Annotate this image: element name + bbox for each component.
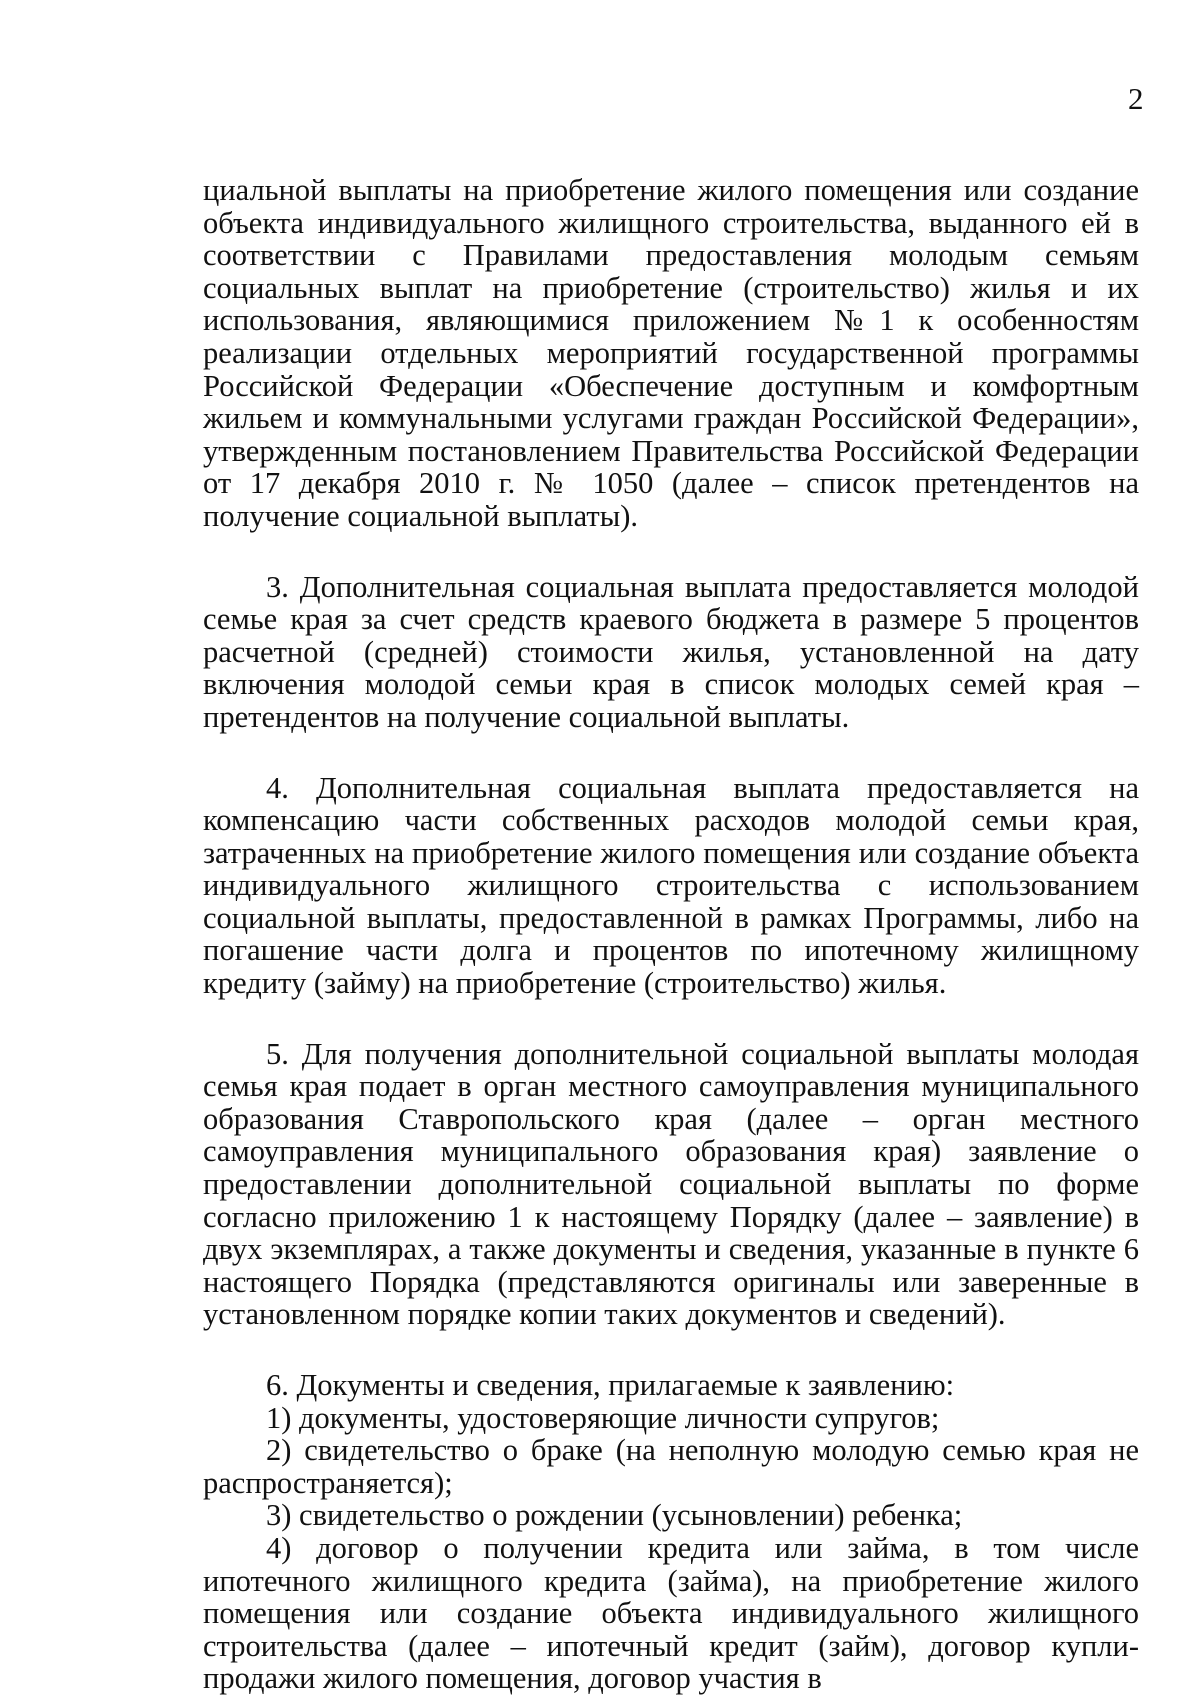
paragraph-continuation: циальной выплаты на приобретение жилого помещения или создание объекта индивидуального жилищного строительства, выданного ей в соответствии с Правилами предоставления молодым семьям социальных выплат на приобретение (строительство) жилья и их использования, являющимися приложением №1 к особенностям реализации отдельных мероприятий государственной программы Российской Федерации «Обеспечение доступным и комфортным жильем и коммунальными услугами граждан Российской Федерации», утвержденным постановлением Правительства Российской Федерации от 17 декабря 2010 г. № 1050 (далее – список претендентов на получение социальной выплаты). — [203, 173, 1139, 533]
paragraph-item-5: 5. Для получения дополнительной социальной выплаты молодая семья края подает в орган местного самоуправления муниципального образования Ставропольского края (далее – орган местного самоуправления муниципального образования края) заявление о предоставлении дополнительной социальной выплаты по форме согласно приложению 1 к настоящему Порядку (далее – заявление) в двух экземплярах, а также документы и сведения, указанные в пункте 6 настоящего Порядка (представляются оригиналы или заверенные в установленном порядке копии таких документов и сведений). — [203, 1036, 1139, 1332]
list-item-2: 2) свидетельство о браке (на неполную молодую семью края не распространяется); — [203, 1433, 1139, 1500]
section-6 — [203, 1369, 1139, 1695]
list-item-3: 3) свидетельство о рождении (усыновлении) ребенка; — [266, 1498, 963, 1533]
page-number: 2 — [1128, 81, 1144, 116]
document-body — [203, 174, 1139, 1695]
list-item-1: 1) документы, удостоверяющие личности супругов; — [266, 1400, 940, 1435]
section-6-heading: 6. Документы и сведения, прилагаемые к заявлению: — [266, 1368, 955, 1402]
paragraph-item-4: 4. Дополнительная социальная выплата предоставляется на компенсацию части собственных расходов молодой семьи края, затраченных на приобретение жилого помещения или создание объекта индивидуального жилищного строительства с использованием социальной выплаты, предоставленной в рамках Программы, либо на погашение части долга и процентов по ипотечному жилищному кредиту (займу) на приобретение (строительство) жилья. — [203, 770, 1139, 1001]
list-item-4: 4) договор о получении кредита или займа, в том числе ипотечного жилищного кредита (займа), на приобретение жилого помещения или создание объекта индивидуального жилищного строительства (далее – ипотечный кредит (займ), договор купли-продажи жилого помещения, договор участия в — [203, 1530, 1139, 1695]
paragraph-item-3: 3. Дополнительная социальная выплата предоставляется молодой семье края за счет средств краевого бюджета в размере 5 процентов расчетной (средней) стоимости жилья, установленной на дату включения молодой семьи края в список молодых семей края – претендентов на получение социальной выплаты. — [203, 569, 1139, 734]
